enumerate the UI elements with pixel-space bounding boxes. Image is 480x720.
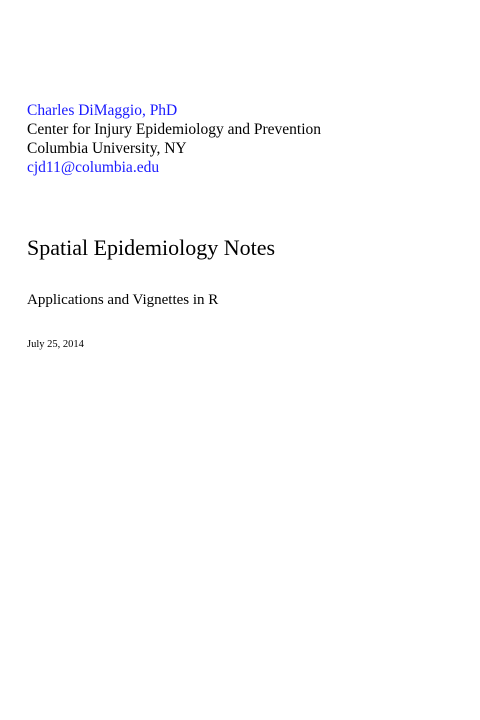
author-email-link[interactable]: cjd11@columbia.edu [27,159,160,176]
author-affiliation: Center for Injury Epidemiology and Prevention [27,121,322,138]
author-name-link[interactable]: Charles DiMaggio, PhD [27,102,178,119]
document-subtitle: Applications and Vignettes in R [27,292,219,308]
document-date: July 25, 2014 [27,339,84,350]
document-title: Spatial Epidemiology Notes [27,235,276,260]
author-institution: Columbia University, NY [27,140,187,157]
author-block [27,101,321,177]
